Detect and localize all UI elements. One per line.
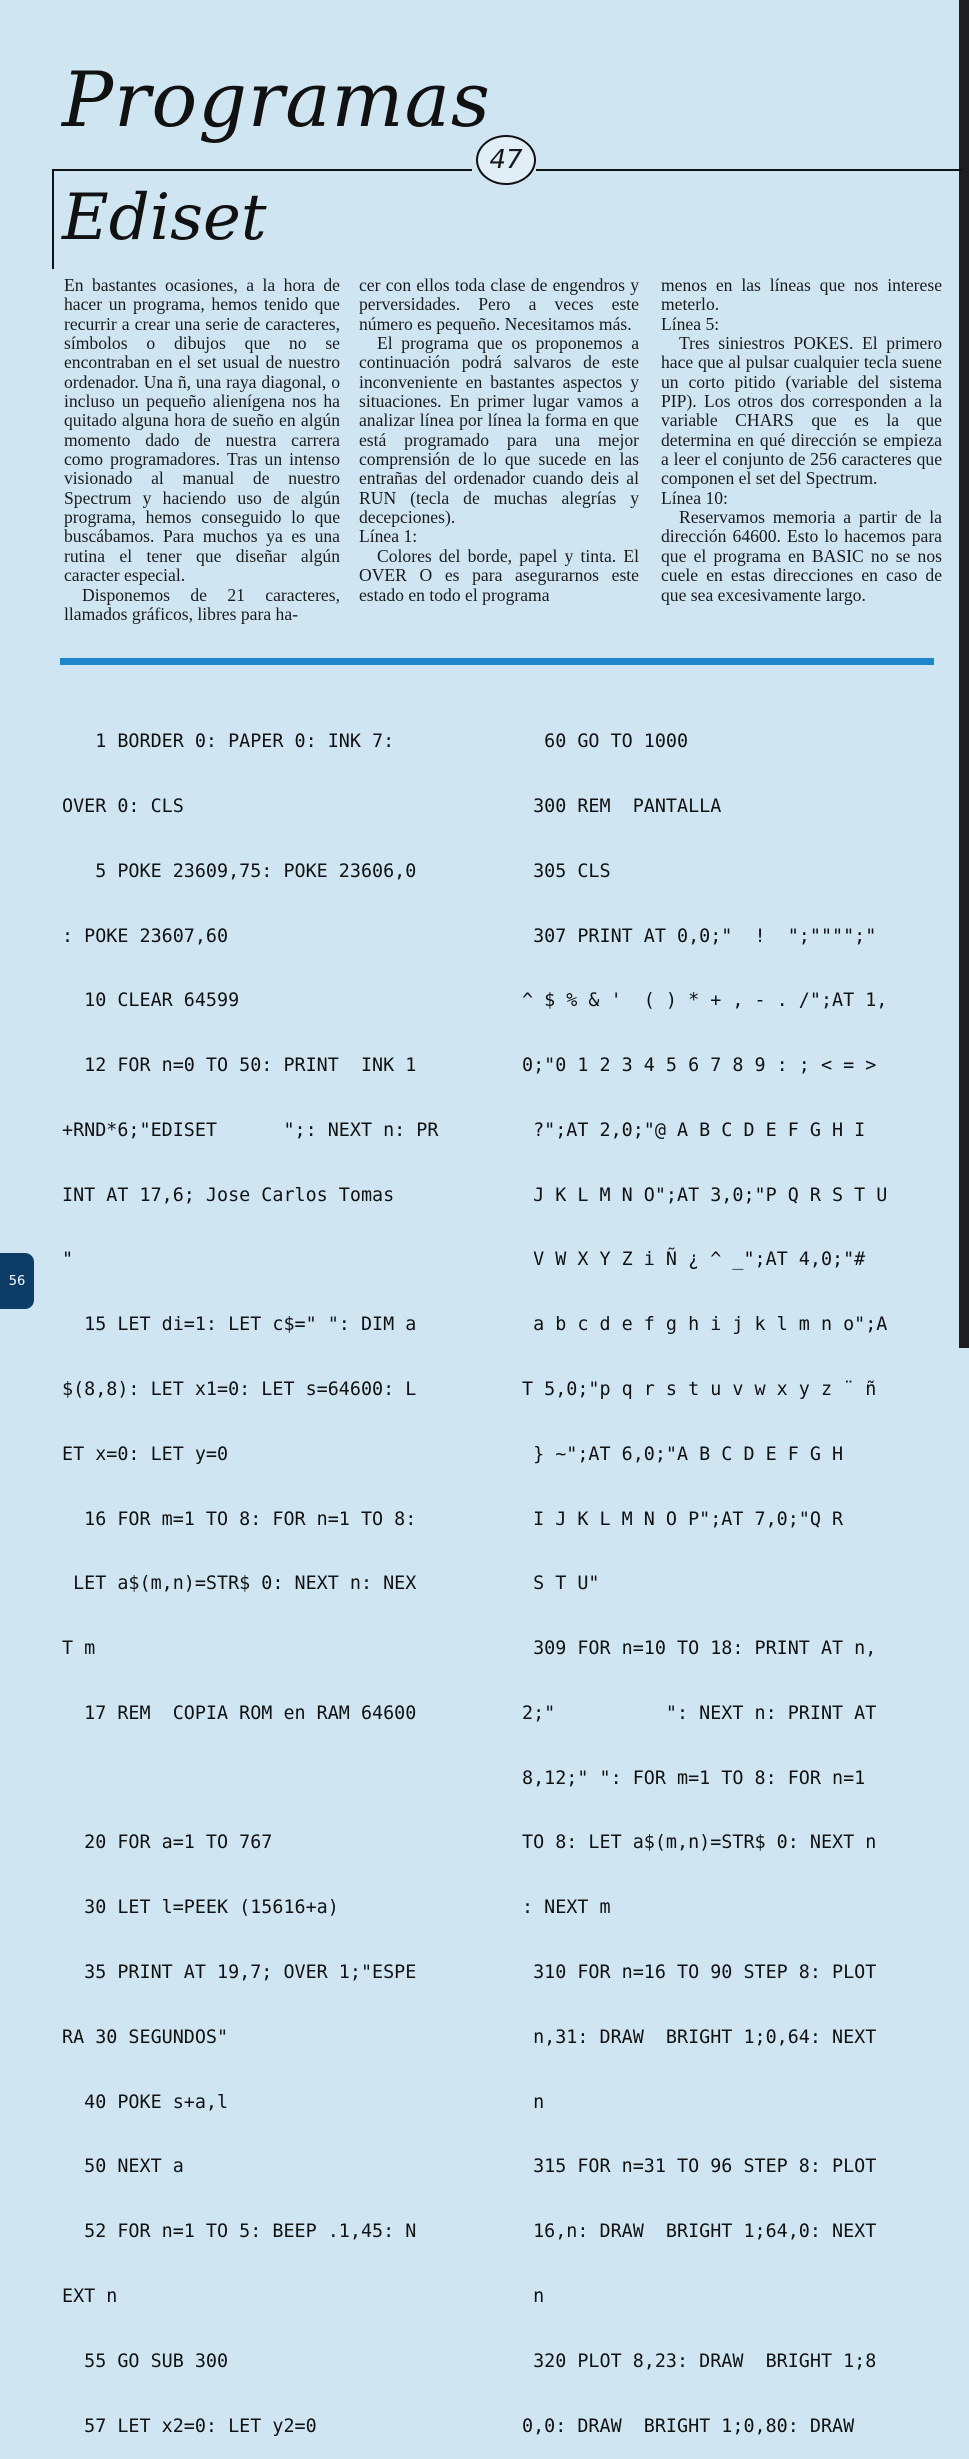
code-line: 8,12;" ": FOR m=1 TO 8: FOR n=1	[522, 1767, 866, 1789]
code-line: LET a$(m,n)=STR$ 0: NEXT n: NEX	[62, 1573, 417, 1595]
code-line: 30 LET l=PEEK (15616+a)	[62, 1897, 339, 1919]
article-column-1	[64, 276, 340, 624]
code-line: 15 LET di=1: LET c$=" ": DIM a	[62, 1314, 417, 1336]
header-rule-right	[536, 169, 962, 171]
code-line: : NEXT m	[522, 1897, 611, 1919]
paragraph: El programa que os proponemos a continuación podrá salvaros de este inconveniente en bastantes aspectos y situaciones. En primer lugar vamos a analizar línea por línea la forma en que está programado para una mejor comprensión de lo que sucede en las entrañas del ordenador cuando deis al RUN (tecla de muchas alegrías y decepciones).	[359, 333, 639, 528]
code-line: RA 30 SEGUNDOS"	[62, 2026, 229, 2048]
code-line: n	[522, 2285, 545, 2307]
section-divider	[60, 658, 934, 665]
code-line: 60 GO TO 1000	[522, 731, 689, 753]
code-line: 35 PRINT AT 19,7; OVER 1;"ESPE	[62, 1962, 417, 1984]
code-line: 10 CLEAR 64599	[62, 990, 240, 1012]
code-line: I J K L M N O P";AT 7,0;"Q R	[522, 1508, 844, 1530]
code-line: 305 CLS	[522, 860, 611, 882]
code-line: TO 8: LET a$(m,n)=STR$ 0: NEXT n	[522, 1832, 877, 1854]
code-line: 315 FOR n=31 TO 96 STEP 8: PLOT	[522, 2156, 877, 2178]
header-rule	[52, 169, 472, 171]
code-line: 307 PRINT AT 0,0;" ! ";"""";"	[522, 925, 877, 947]
code-listing-right	[522, 688, 887, 2459]
code-listing-left	[62, 688, 438, 2459]
page-number: 56	[0, 1253, 34, 1309]
paragraph: cer con ellos toda clase de engendros y perversidades. Pero a veces este número es pequeño. Necesitamos más.	[359, 275, 639, 334]
code-line: 5 POKE 23609,75: POKE 23606,0	[62, 860, 417, 882]
code-line: 0;"0 1 2 3 4 5 6 7 8 9 : ; < = >	[522, 1055, 877, 1077]
code-line: ?";AT 2,0;"@ A B C D E F G H I	[522, 1119, 866, 1141]
code-line: T 5,0;"p q r s t u v w x y z ¨ ñ	[522, 1379, 877, 1400]
code-line: 320 PLOT 8,23: DRAW BRIGHT 1;8	[522, 2350, 877, 2372]
code-line: S T U"	[522, 1573, 600, 1595]
paragraph: Colores del borde, papel y tinta. El OVER O es para asegurarnos este estado en todo el programa	[359, 545, 639, 605]
code-line: 0,0: DRAW BRIGHT 1;0,80: DRAW	[522, 2415, 855, 2437]
code-line: INT AT 17,6; Jose Carlos Tomas	[62, 1184, 395, 1206]
code-line: 2;" ": NEXT n: PRINT AT	[522, 1702, 877, 1724]
code-line: +RND*6;"EDISET ";: NEXT n: PR	[62, 1119, 439, 1141]
header-rule-left	[52, 169, 54, 269]
code-line: 50 NEXT a	[62, 2156, 184, 2178]
line-heading: Línea 1:	[359, 526, 418, 547]
code-line: 16,n: DRAW BRIGHT 1;64,0: NEXT	[522, 2221, 877, 2243]
code-line: T m	[62, 1638, 96, 1660]
line-heading: Línea 10:	[661, 487, 728, 508]
paragraph: menos en las líneas que nos interese meterlo.	[661, 275, 942, 315]
line-heading: Línea 5:	[661, 313, 720, 334]
article-column-3	[661, 276, 942, 605]
program-number-badge: 47	[476, 135, 536, 185]
paragraph: Tres siniestros POKES. El primero hace que al pulsar cualquier tecla suene un corto pitido (variable del sistema PIP). Los otros dos corresponden a la variable CHARS que es la que determina en qué dirección se empieza a leer el conjunto de 256 caracteres que componen el set del Spectrum.	[661, 333, 942, 489]
code-line: OVER 0: CLS	[62, 795, 184, 817]
code-line: 57 LET x2=0: LET y2=0	[62, 2415, 317, 2437]
code-line: J K L M N O";AT 3,0;"P Q R S T U	[522, 1184, 888, 1206]
code-line: 1 BORDER 0: PAPER 0: INK 7:	[62, 731, 395, 753]
code-line: 12 FOR n=0 TO 50: PRINT INK 1	[62, 1055, 417, 1077]
code-line: 310 FOR n=16 TO 90 STEP 8: PLOT	[522, 1962, 877, 1984]
code-line: : POKE 23607,60	[62, 925, 229, 947]
code-line: n	[522, 2091, 545, 2113]
code-line: $(8,8): LET x1=0: LET s=64600: L	[62, 1379, 417, 1400]
code-line: ET x=0: LET y=0	[62, 1443, 229, 1465]
page-edge	[959, 0, 969, 1348]
code-line: 40 POKE s+a,l	[62, 2091, 229, 2113]
code-line: a b c d e f g h i j k l m n o";A	[522, 1314, 888, 1336]
paragraph: Reservamos memoria a partir de la dirección 64600. Esto lo hacemos para que el programa en BASIC no se nos cuele en estas direcciones en caso de que sea excesivamente largo.	[661, 507, 942, 605]
section-title: Programas	[62, 55, 491, 144]
code-line: ^ $ % & ' ( ) * + , - . /";AT 1,	[522, 990, 888, 1012]
code-line: V W X Y Z i Ñ ¿ ^ _";AT 4,0;"#	[522, 1249, 866, 1271]
code-line: } ~";AT 6,0;"A B C D E F G H	[522, 1443, 844, 1465]
code-line: 300 REM PANTALLA	[522, 795, 722, 817]
code-line: 55 GO SUB 300	[62, 2350, 229, 2372]
code-line: 17 REM COPIA ROM en RAM 64600	[62, 1702, 417, 1724]
paragraph: En bastantes ocasiones, a la hora de hacer un programa, hemos tenido que recurrir a crear una serie de caracteres, símbolos o dibujos que no se encontraban en el set usual de nuestro ordenador. Una ñ, una raya diagonal, o incluso un pequeño alienígena nos ha quitado alguna hora de sueño en algún momento dado de nuestra carrera como programadores. Tras un intenso visionado al manual de nuestro Spectrum y haciendo uso de algún programa, hemos conseguido lo que buscábamos. Para muchos ya es una rutina el tener que diseñar algún caracter especial.	[64, 275, 340, 586]
article-title: Ediset	[62, 181, 267, 255]
code-line: 52 FOR n=1 TO 5: BEEP .1,45: N	[62, 2221, 417, 2243]
code-line: EXT n	[62, 2285, 118, 2307]
code-line: 20 FOR a=1 TO 767	[62, 1832, 273, 1854]
article-column-2	[359, 276, 639, 605]
paragraph: Disponemos de 21 caracteres, llamados gráficos, libres para ha-	[64, 584, 340, 624]
code-line	[62, 1768, 438, 1790]
code-line: "	[62, 1249, 74, 1271]
code-line: 309 FOR n=10 TO 18: PRINT AT n,	[522, 1638, 877, 1660]
code-line: 16 FOR m=1 TO 8: FOR n=1 TO 8:	[62, 1508, 417, 1530]
code-line: n,31: DRAW BRIGHT 1;0,64: NEXT	[522, 2026, 877, 2048]
